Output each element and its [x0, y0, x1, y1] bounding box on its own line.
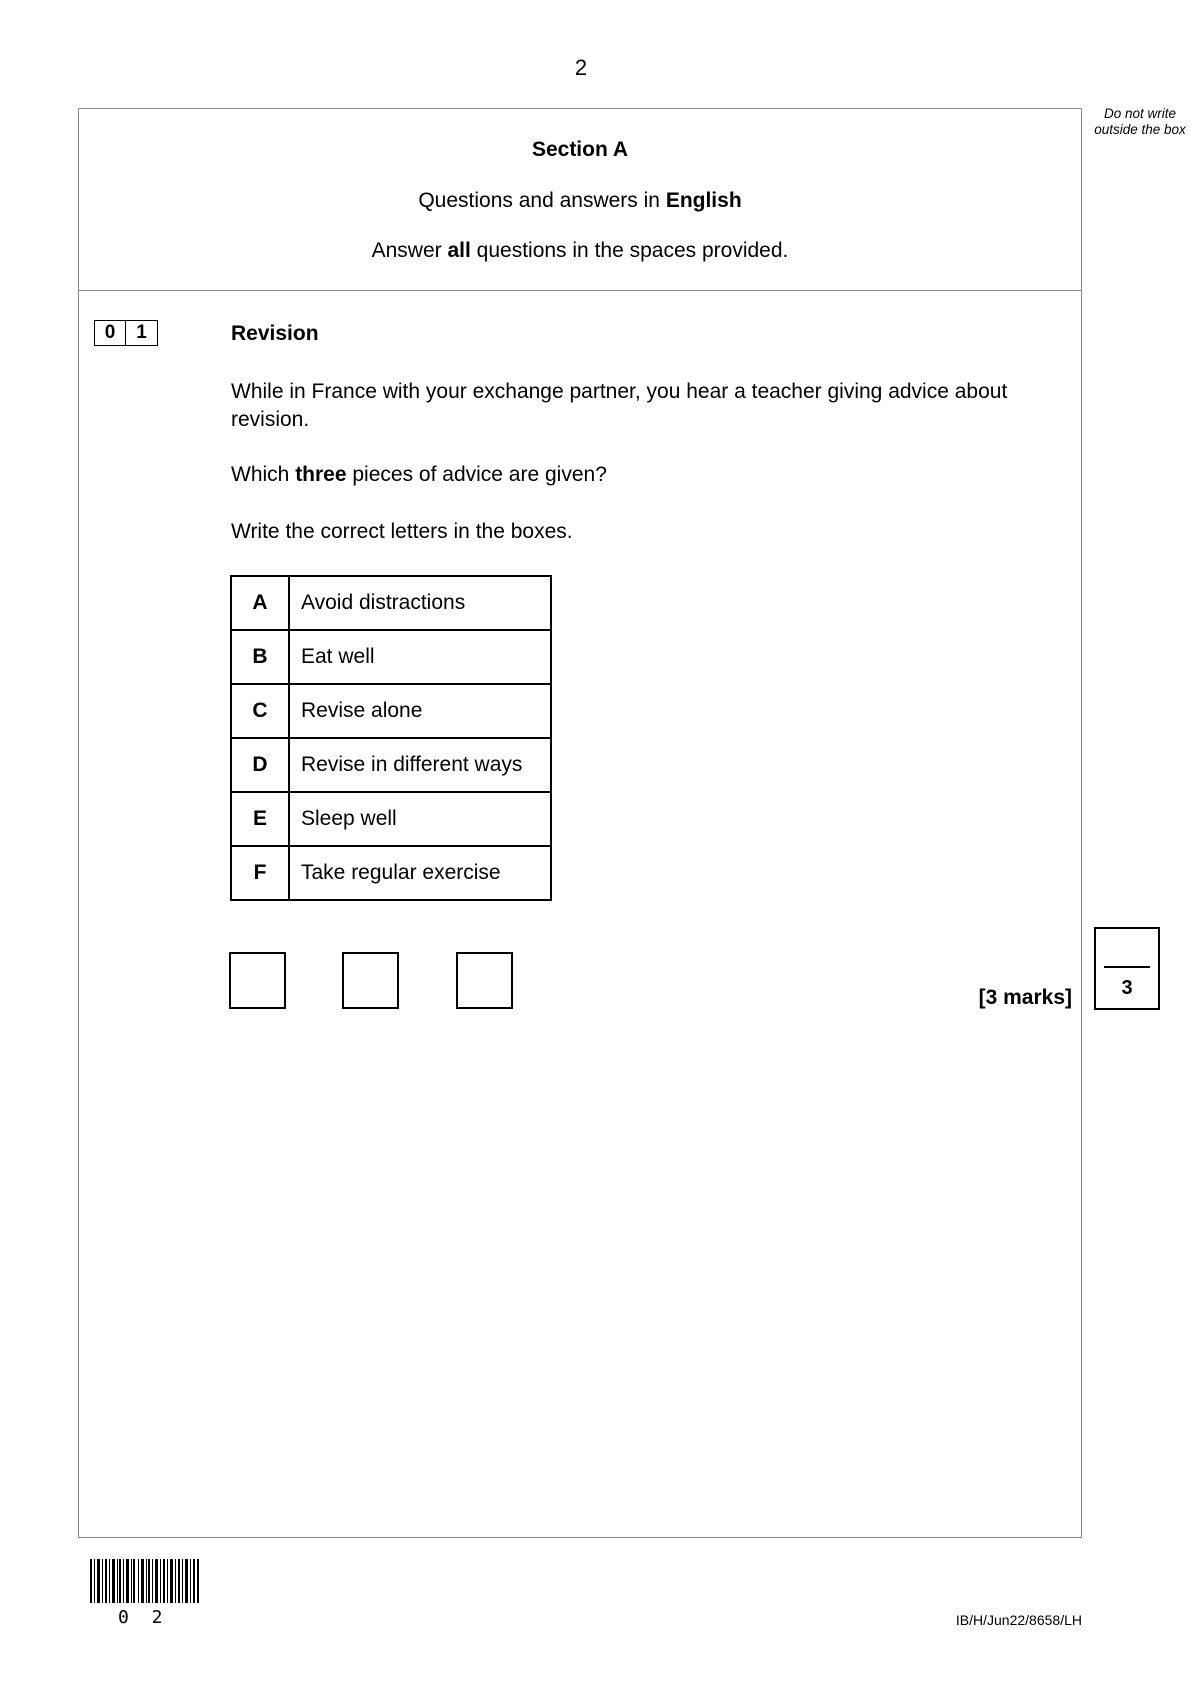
option-letter: F: [231, 846, 289, 900]
answer-frame: [78, 108, 1082, 1538]
examiner-mark-line: [1104, 966, 1150, 968]
option-text: Revise in different ways: [289, 738, 551, 792]
answer-box-3[interactable]: [456, 952, 513, 1009]
barcode-digits: 0 2: [118, 1607, 169, 1628]
option-row: [231, 630, 551, 684]
option-row: [231, 792, 551, 846]
option-letter: B: [231, 630, 289, 684]
section-instruction-emphasis: all: [447, 239, 471, 262]
question-prompt-prefix: Which: [231, 463, 296, 486]
option-row: [231, 738, 551, 792]
option-row: [231, 576, 551, 630]
question-prompt: [231, 463, 607, 487]
section-instruction: [78, 239, 1082, 263]
section-subtitle-emphasis: English: [665, 189, 742, 212]
page-number: 2: [574, 55, 588, 80]
question-prompt-suffix: pieces of advice are given?: [346, 463, 607, 486]
option-letter: A: [231, 576, 289, 630]
question-number: [94, 320, 158, 346]
footer-reference: IB/H/Jun22/8658/LH: [955, 1612, 1082, 1628]
option-row: [231, 846, 551, 900]
option-text: Revise alone: [289, 684, 551, 738]
question-intro: While in France with your exchange partner, you hear a teacher giving advice about revision.: [231, 380, 1008, 431]
barcode-icon: [90, 1559, 200, 1603]
header-divider: [78, 290, 1082, 291]
section-title: Section A: [531, 138, 629, 161]
question-number-digit: 0: [94, 320, 126, 346]
write-instruction: Write the correct letters in the boxes.: [231, 520, 573, 543]
question-title: Revision: [231, 322, 319, 345]
option-text: Take regular exercise: [289, 846, 551, 900]
options-table: [230, 575, 552, 901]
section-instruction-prefix: Answer: [371, 239, 448, 262]
option-text: Eat well: [289, 630, 551, 684]
question-number-digit: 1: [126, 320, 158, 346]
section-instruction-suffix: questions in the spaces provided.: [470, 239, 789, 262]
option-letter: C: [231, 684, 289, 738]
answer-box-2[interactable]: [342, 952, 399, 1009]
margin-note: Do not write outside the box: [1094, 106, 1186, 137]
examiner-mark-total: 3: [1121, 977, 1133, 999]
answer-box-1[interactable]: [229, 952, 286, 1009]
option-text: Avoid distractions: [289, 576, 551, 630]
section-subtitle-text: Questions and answers in: [418, 189, 666, 212]
option-text: Sleep well: [289, 792, 551, 846]
section-subtitle: [78, 189, 1082, 213]
option-row: [231, 684, 551, 738]
option-letter: E: [231, 792, 289, 846]
marks-label: [3 marks]: [978, 986, 1072, 1009]
option-letter: D: [231, 738, 289, 792]
question-prompt-emphasis: three: [295, 463, 347, 486]
